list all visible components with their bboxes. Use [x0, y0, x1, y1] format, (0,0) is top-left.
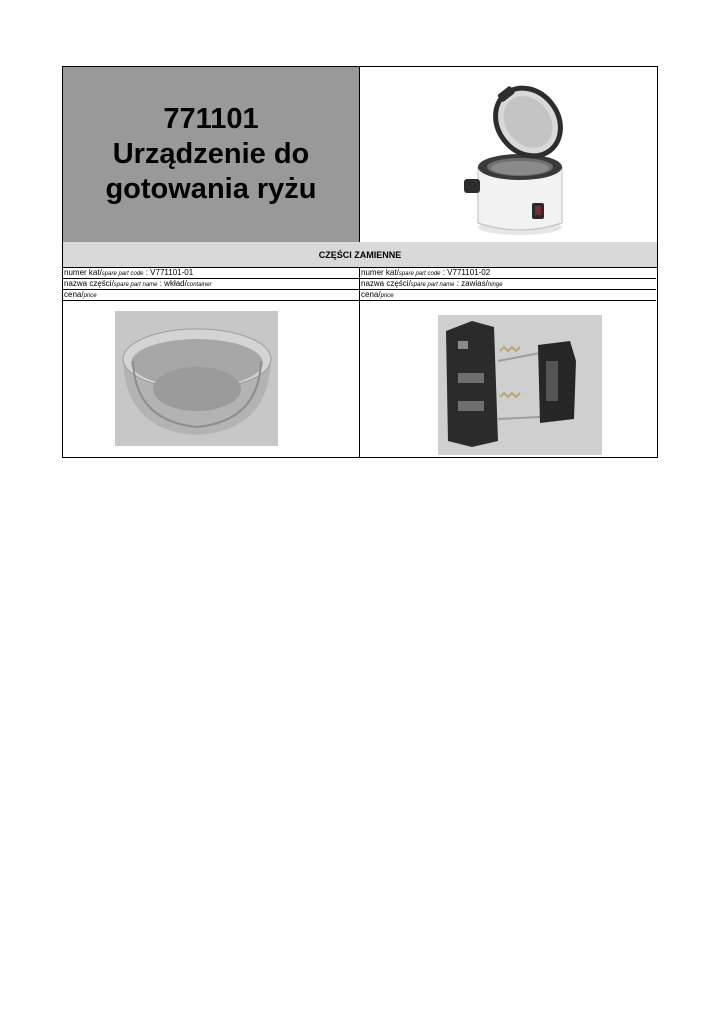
product-title — [105, 102, 316, 207]
part-code-value: V771101-02 — [447, 268, 491, 277]
product-code: 771101 — [163, 103, 259, 135]
part-name-line: nazwa części/spare part name : zawias/hinge — [360, 279, 656, 290]
part-column-2 — [360, 268, 656, 457]
part-name-line: nazwa części/spare part name : wkład/container — [63, 279, 359, 290]
header-row — [63, 67, 657, 243]
part-code-value: V771101-01 — [150, 268, 194, 277]
title-cell — [63, 67, 360, 242]
spare-parts-sheet — [62, 66, 658, 458]
section-title: CZĘŚCI ZAMIENNE — [63, 242, 657, 268]
part-code-line: numer kat/spare part code : V771101-02 — [360, 268, 656, 279]
rice-cooker-image — [360, 67, 656, 242]
part-column-1 — [63, 268, 360, 457]
part-price-line: cena/price — [360, 290, 656, 301]
inner-pot-photo — [63, 301, 359, 457]
hinge-photo — [360, 301, 656, 457]
part-price-line: cena/price — [63, 290, 359, 301]
product-name-line2: gotowania ryżu — [105, 173, 317, 205]
product-photo — [360, 67, 656, 242]
part-code-line: numer kat/spare part code : V771101-01 — [63, 268, 359, 279]
product-name-line1: Urządzenie do — [112, 138, 310, 170]
